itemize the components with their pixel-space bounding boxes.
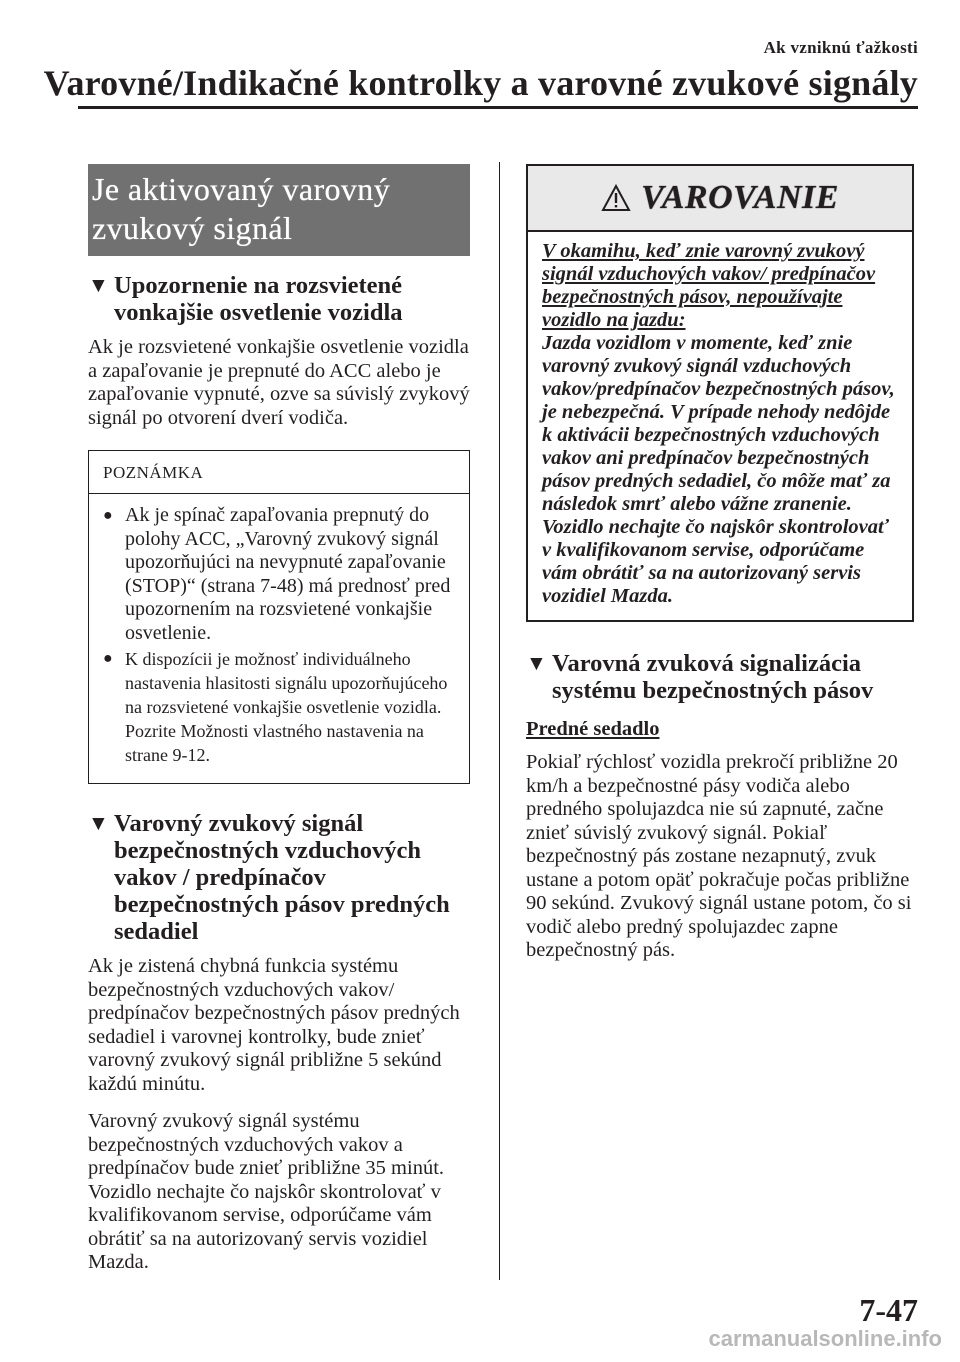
note-title: POZNÁMKA	[89, 451, 469, 494]
page-number: 7-47	[859, 1292, 918, 1328]
page-title: Varovné/Indikačné kontrolky a varovné zvukové signály	[43, 63, 918, 103]
section-label: Ak vzniknú ťažkosti	[763, 38, 918, 57]
bullet-icon: ●	[103, 507, 113, 524]
heading-seatbelt-warning	[526, 650, 914, 704]
subheading-front-seat: Predné sedadlo	[526, 718, 660, 740]
bullet-icon: ●	[103, 650, 113, 667]
triangle-down-icon: ▼	[526, 651, 547, 675]
heading-text: Upozornenie na rozsvietené vonkajšie osvetlenie vozidla	[114, 272, 403, 326]
watermark: carmanualsonline.info	[708, 1326, 942, 1351]
header-rule	[78, 106, 918, 109]
warning-box	[526, 164, 914, 622]
paragraph: Varovný zvukový signál systému bezpečnostných vzduchových vakov a predpínačov bude znieť približne 35 minút. Vozidlo nechajte čo najskôr skontrolovať v kvalifikovanom servise, odporúčame vám obrátiť sa na autorizovaný servis vozidiel Mazda.	[88, 1110, 445, 1273]
section-banner: Je aktivovaný varovný zvukový signál	[88, 164, 470, 256]
paragraph: Pokiaľ rýchlosť vozidla prekročí približne 20 km/h a bezpečnostné pásy vodiča alebo predného spolujazdca nie sú zapnuté, začne znieť súvislý zvukový signál. Pokiaľ bezpečnostný pás zostane nezapnutý, zvuk ustane a potom opäť pokračuje počas približne 90 sekúnd. Zvukový signál ustane potom, čo si vodič alebo predný spolujazdec zapne bezpečnostný pás.	[526, 751, 912, 961]
right-column	[526, 164, 914, 963]
heading-airbag-warning	[88, 810, 470, 945]
note-box	[88, 450, 470, 784]
heading-text: Varovný zvukový signál bezpečnostných vzduchových vakov / predpínačov bezpečnostných pásov predných sedadiel	[114, 810, 450, 945]
warning-underlined: V okamihu, keď znie varovný zvukový signál vzduchových vakov/ predpínačov bezpečnostných pásov, nepoužívajte vozidlo na jazdu:	[542, 240, 876, 331]
column-divider	[499, 162, 500, 1280]
triangle-down-icon: ▼	[88, 273, 109, 297]
left-column	[88, 164, 470, 1275]
paragraph: Ak je rozsvietené vonkajšie osvetlenie vozidla a zapaľovanie je prepnuté do ACC alebo je zapaľovanie vypnuté, ozve sa súvislý zvykový signál po otvorení dverí vodiča.	[88, 336, 470, 429]
heading-text: Varovná zvuková signalizácia systému bezpečnostných pásov	[552, 650, 874, 704]
paragraph: Ak je zistená chybná funkcia systému bezpečnostných vzduchových vakov/ predpínačov bezpečnostných pásov predných sedadiel i varovnej kontrolky, bude znieť varovný zvukový signál približne 5 sekúnd každú minútu.	[88, 955, 460, 1095]
heading-exterior-lights	[88, 272, 470, 326]
warning-text: Jazda vozidlom v momente, keď znie varovný zvukový signál vzduchových vakov/predpínačov bezpečnostných pásov, je nebezpečná. V prípade nehody nedôjde k aktivácii bezpečnostných vzduchových vakov ani predpínačov bezpečnostných pásov predných sedadiel, čo môže mať za následok smrť alebo vážne zranenie. Vozidlo nechajte čo najskôr skontrolovať v kvalifikovanom servise, odporúčame vám obrátiť sa na autorizovaný servis vozidiel Mazda.	[542, 332, 895, 607]
bullet-text: K dispozícii je možnosť individuálneho nastavenia hlasitosti signálu upozorňujúceho na rozsvietené vonkajšie osvetlenie vozidla. Pozrite Možnosti vlastného nastavenia na strane 9-12.	[125, 649, 448, 765]
note-body	[89, 494, 469, 783]
note-bullet	[103, 647, 455, 767]
warning-header	[528, 166, 912, 232]
triangle-down-icon: ▼	[88, 811, 109, 835]
warning-body	[528, 232, 912, 620]
warning-label: VAROVANIE	[641, 179, 839, 216]
note-bullet	[103, 504, 455, 645]
warning-triangle-icon	[601, 184, 631, 212]
bullet-text: Ak je spínač zapaľovania prepnutý do polohy ACC, „Varovný zvukový signál upozorňujúci na nevypnuté zapaľovanie (STOP)“ (strana 7-48) má prednosť pred upozornením na rozsvietené vonkajšie osvetlenie.	[125, 504, 451, 644]
